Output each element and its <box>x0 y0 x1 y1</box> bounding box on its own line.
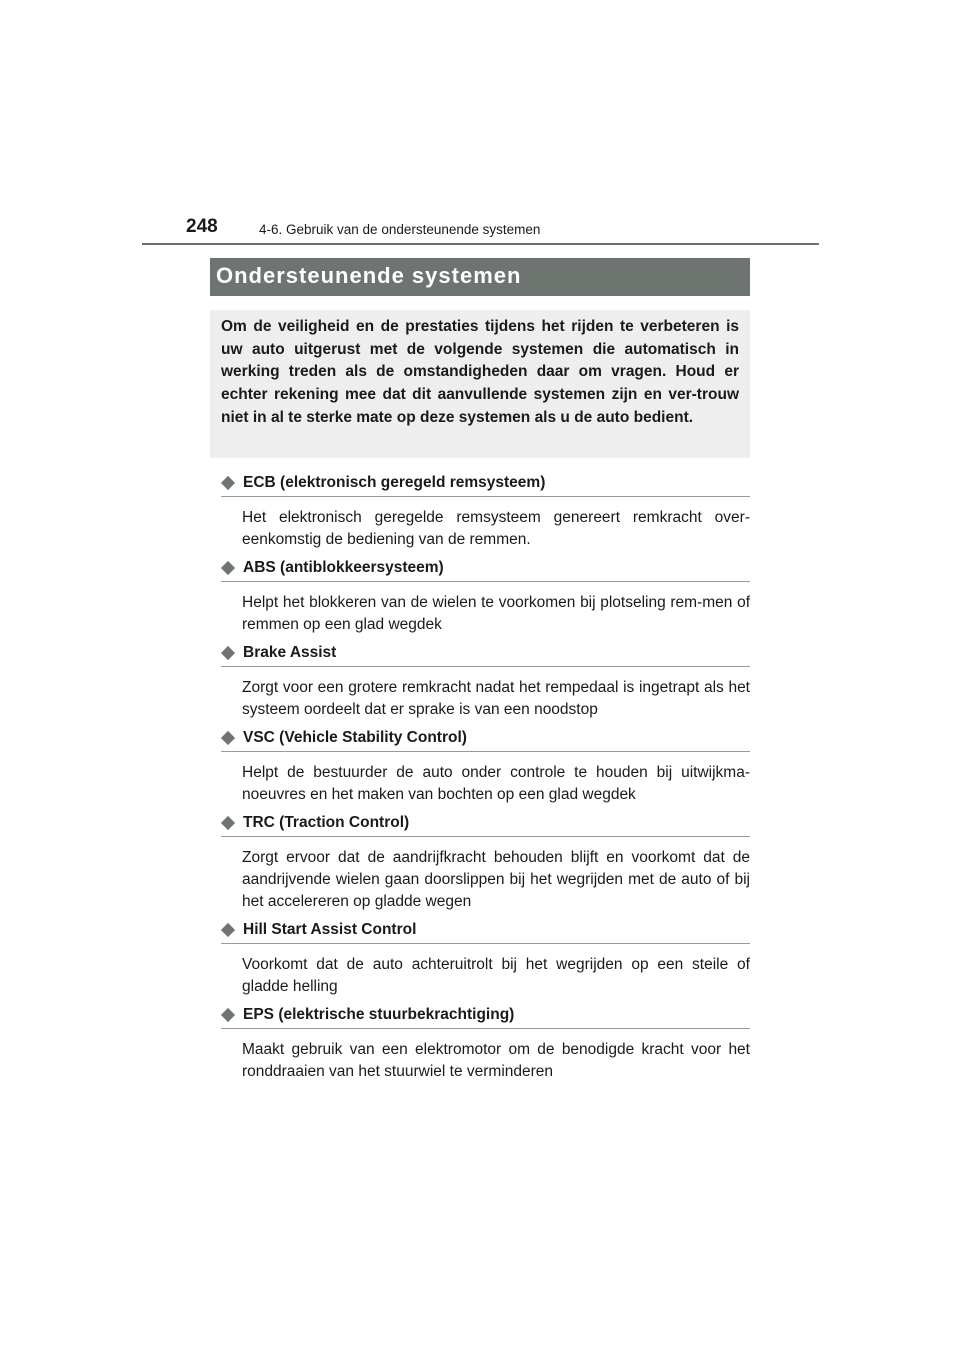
section-banner <box>210 258 750 296</box>
feature-list <box>221 472 750 1089</box>
diamond-bullet-icon <box>221 561 235 575</box>
feature-item-vsc <box>221 727 750 812</box>
diamond-bullet-icon <box>221 731 235 745</box>
diamond-bullet-icon <box>221 646 235 660</box>
feature-heading <box>221 919 750 944</box>
section-title: Ondersteunende systemen <box>216 263 522 288</box>
feature-description: Zorgt voor een grotere remkracht nadat het rempedaal is ingetrapt als het systeem oordeelt dat er sprake is van een noodstop <box>242 679 750 718</box>
feature-title: ABS (antiblokkeersysteem) <box>243 559 444 576</box>
feature-item-abs <box>221 557 750 642</box>
intro-text: Om de veiligheid en de prestaties tijdens het rijden te verbeteren is uw auto uitgerust met de volgende systemen die automatisch in werking treden als de omstandigheden daar om vragen. Houd er echter rekening mee dat dit aanvullende systemen zijn en ver-trouw niet in al te sterke mate op deze systemen als u de auto bedient. <box>221 318 739 426</box>
intro-box <box>210 310 750 458</box>
feature-item-eps <box>221 1004 750 1089</box>
feature-item-hill-start-assist <box>221 919 750 1004</box>
feature-description: Het elektronisch geregelde remsysteem genereert remkracht over-eenkomstig de bediening van de remmen. <box>242 509 750 548</box>
feature-description: Helpt het blokkeren van de wielen te voorkomen bij plotseling rem-men of remmen op een glad wegdek <box>242 594 750 633</box>
diamond-bullet-icon <box>221 816 235 830</box>
feature-item-trc <box>221 812 750 919</box>
chapter-title: 4-6. Gebruik van de ondersteunende systemen <box>259 222 541 237</box>
feature-title: TRC (Traction Control) <box>243 814 410 831</box>
feature-description: Maakt gebruik van een elektromotor om de benodigde kracht voor het ronddraaien van het stuurwiel te verminderen <box>242 1041 750 1080</box>
feature-title: VSC (Vehicle Stability Control) <box>243 729 467 746</box>
feature-item-ecb <box>221 472 750 557</box>
feature-heading <box>221 472 750 497</box>
feature-heading <box>221 557 750 582</box>
page-number: 248 <box>186 216 218 237</box>
feature-title: Hill Start Assist Control <box>243 921 417 938</box>
feature-heading <box>221 642 750 667</box>
header-rule <box>142 243 819 245</box>
diamond-bullet-icon <box>221 476 235 490</box>
feature-description: Helpt de bestuurder de auto onder controle te houden bij uitwijkma-noeuvres en het maken van bochten op een glad wegdek <box>242 764 750 803</box>
feature-description: Zorgt ervoor dat de aandrijfkracht behouden blijft en voorkomt dat de aandrijvende wielen gaan doorslippen bij het wegrijden met de auto of bij het accelereren op gladde wegen <box>242 849 750 910</box>
diamond-bullet-icon <box>221 1008 235 1022</box>
feature-title: ECB (elektronisch geregeld remsysteem) <box>243 474 546 491</box>
feature-heading <box>221 1004 750 1029</box>
feature-title: EPS (elektrische stuurbekrachtiging) <box>243 1006 515 1023</box>
feature-heading <box>221 727 750 752</box>
feature-description: Voorkomt dat de auto achteruitrolt bij het wegrijden op een steile of gladde helling <box>242 956 750 995</box>
feature-title: Brake Assist <box>243 644 337 661</box>
feature-heading <box>221 812 750 837</box>
diamond-bullet-icon <box>221 923 235 937</box>
feature-item-brake-assist <box>221 642 750 727</box>
